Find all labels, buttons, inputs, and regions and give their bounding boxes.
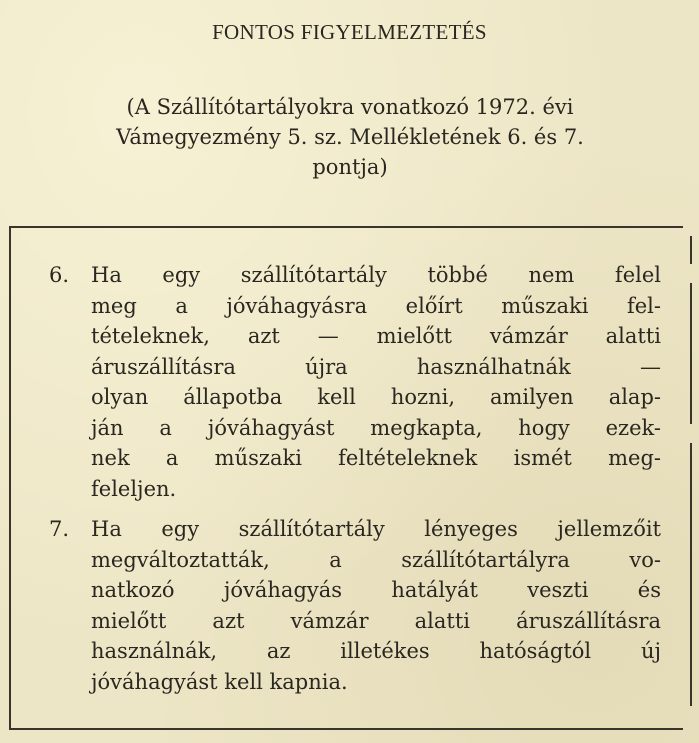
- notice-box: [9, 226, 683, 730]
- item-line: tételeknek, azt — mielőtt vámzár alatti: [91, 324, 661, 348]
- subtitle-line: Vámegyezmény 5. sz. Mellékletének 6. és 7.: [116, 125, 584, 149]
- item-line: feleljen.: [91, 476, 177, 501]
- document-subtitle: [40, 92, 660, 182]
- item-line: áruszállításra újra használhatnák —: [91, 354, 661, 379]
- box-right-border: [690, 236, 692, 706]
- subtitle-line: (A Szállítótartályokra vonatkozó 1972. évi: [126, 95, 574, 119]
- item-line: Ha egy szállítótartály lényeges jellemzőit: [91, 517, 661, 541]
- item-number: 6.: [49, 263, 70, 287]
- item-line: ján a jóváhagyást megkapta, hogy ezek-: [91, 415, 661, 440]
- item-line: Ha egy szállítótartály többé nem felel: [91, 263, 661, 287]
- subtitle-line: pontja): [312, 155, 388, 179]
- item-line: jóváhagyást kell kapnia.: [91, 669, 348, 694]
- item-text: [91, 260, 661, 504]
- item-line: meg a jóváhagyásra előírt műszaki fel-: [91, 293, 661, 318]
- item-line: mielőtt azt vámzár alatti áruszállításra: [91, 608, 661, 633]
- item-text: [91, 514, 661, 697]
- document-title: FONTOS FIGYELMEZTETÉS: [212, 20, 487, 44]
- item-line: olyan állapotba kell hozni, amilyen alap-: [91, 385, 661, 409]
- item-line: használnák, az illetékes hatóságtól új: [91, 639, 661, 663]
- item-line: natkozó jóváhagyás hatályát veszti és: [91, 578, 661, 602]
- item-line: megváltoztatták, a szállítótartályra vo-: [91, 547, 661, 572]
- item-number: 7.: [49, 517, 70, 541]
- item-line: nek a műszaki feltételeknek ismét meg-: [91, 446, 661, 470]
